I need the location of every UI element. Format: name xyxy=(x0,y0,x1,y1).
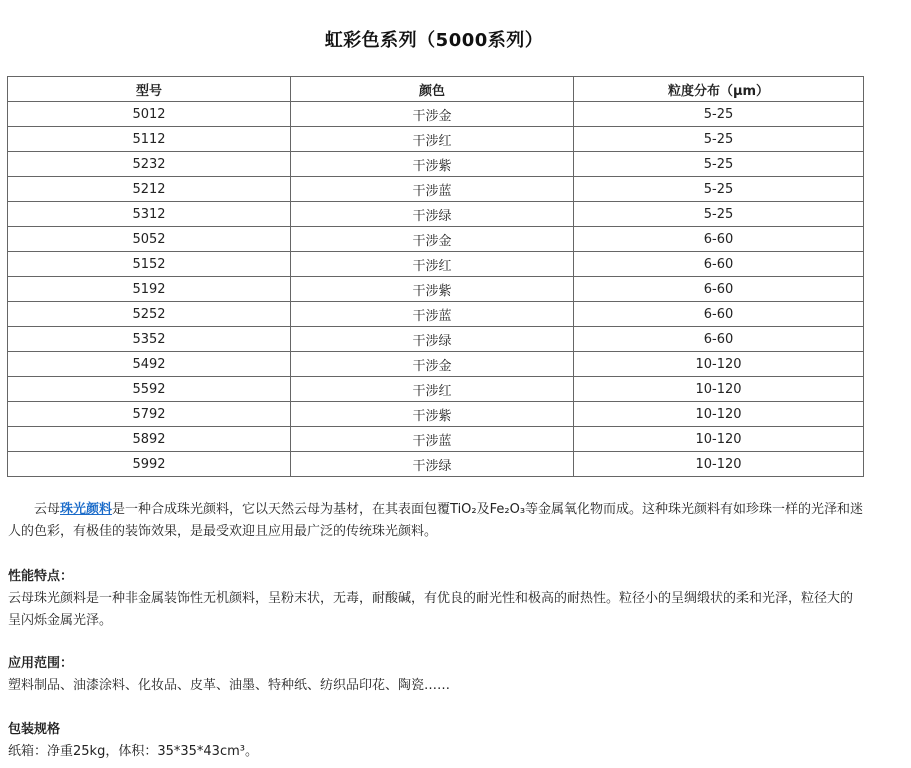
table-row xyxy=(8,352,864,377)
header-model: 型号 xyxy=(8,77,291,102)
table-body xyxy=(8,102,864,477)
spec-table xyxy=(7,76,864,477)
cell-particle-size: 10-120 xyxy=(574,427,864,452)
table-row xyxy=(8,227,864,252)
table-row xyxy=(8,152,864,177)
cell-model: 5252 xyxy=(8,302,291,327)
cell-model: 5152 xyxy=(8,252,291,277)
table-header-row xyxy=(8,77,864,102)
intro-prefix: 云母 xyxy=(34,502,61,517)
table-row xyxy=(8,427,864,452)
table-row xyxy=(8,302,864,327)
intro-paragraph xyxy=(8,499,864,543)
cell-model: 5992 xyxy=(8,452,291,477)
cell-color: 干涉金 xyxy=(291,102,574,127)
table-row xyxy=(8,377,864,402)
cell-model: 5112 xyxy=(8,127,291,152)
header-particle-size: 粒度分布（μm） xyxy=(574,77,864,102)
cell-particle-size: 6-60 xyxy=(574,227,864,252)
applications-heading: 应用范围： xyxy=(8,656,74,671)
table-row xyxy=(8,327,864,352)
cell-model: 5792 xyxy=(8,402,291,427)
cell-color: 干涉绿 xyxy=(291,327,574,352)
packaging-body: 纸箱：净重25kg，体积：35*35*43cm³。 xyxy=(8,744,258,759)
table-row xyxy=(8,202,864,227)
cell-model: 5232 xyxy=(8,152,291,177)
cell-model: 5892 xyxy=(8,427,291,452)
applications-body: 塑料制品、油漆涂料、化妆品、皮革、油墨、特种纸、纺织品印花、陶瓷…… xyxy=(8,678,451,693)
cell-color: 干涉蓝 xyxy=(291,177,574,202)
table-row xyxy=(8,402,864,427)
cell-color: 干涉紫 xyxy=(291,277,574,302)
cell-particle-size: 10-120 xyxy=(574,402,864,427)
cell-color: 干涉红 xyxy=(291,377,574,402)
cell-particle-size: 5-25 xyxy=(574,102,864,127)
cell-color: 干涉金 xyxy=(291,352,574,377)
table-row xyxy=(8,452,864,477)
page-title: 虹彩色系列（5000系列） xyxy=(324,30,544,51)
features-heading: 性能特点： xyxy=(8,569,74,584)
cell-particle-size: 5-25 xyxy=(574,177,864,202)
cell-particle-size: 5-25 xyxy=(574,152,864,177)
cell-particle-size: 6-60 xyxy=(574,327,864,352)
cell-model: 5212 xyxy=(8,177,291,202)
cell-particle-size: 5-25 xyxy=(574,127,864,152)
cell-particle-size: 6-60 xyxy=(574,252,864,277)
packaging-heading: 包装规格 xyxy=(8,722,61,737)
cell-color: 干涉红 xyxy=(291,252,574,277)
cell-color: 干涉蓝 xyxy=(291,427,574,452)
cell-particle-size: 6-60 xyxy=(574,302,864,327)
cell-particle-size: 10-120 xyxy=(574,352,864,377)
pearl-pigment-link[interactable]: 珠光颜料 xyxy=(60,502,113,517)
table-row xyxy=(8,127,864,152)
cell-model: 5312 xyxy=(8,202,291,227)
cell-model: 5592 xyxy=(8,377,291,402)
features-body: 云母珠光颜料是一种非金属装饰性无机颜料，呈粉末状，无毒，耐酸碱，有优良的耐光性和极高的耐热性。粒径小的呈绸缎状的柔和光泽，粒径大的呈闪烁金属光泽。 xyxy=(8,591,854,628)
cell-color: 干涉紫 xyxy=(291,402,574,427)
cell-model: 5492 xyxy=(8,352,291,377)
cell-particle-size: 6-60 xyxy=(574,277,864,302)
cell-color: 干涉红 xyxy=(291,127,574,152)
intro-suffix: 是一种合成珠光颜料，它以天然云母为基材，在其表面包覆TiO₂及Fe₂O₃等金属氧化物而成。这种珠光颜料有如珍珠一样的光泽和迷人的色彩，有极佳的装饰效果，是最受欢迎且应用最广泛的传统珠光颜料。 xyxy=(8,502,864,539)
cell-model: 5352 xyxy=(8,327,291,352)
cell-particle-size: 5-25 xyxy=(574,202,864,227)
table-row xyxy=(8,177,864,202)
cell-particle-size: 10-120 xyxy=(574,377,864,402)
cell-model: 5052 xyxy=(8,227,291,252)
table-row xyxy=(8,252,864,277)
table-row xyxy=(8,102,864,127)
cell-color: 干涉紫 xyxy=(291,152,574,177)
cell-particle-size: 10-120 xyxy=(574,452,864,477)
cell-color: 干涉绿 xyxy=(291,202,574,227)
cell-color: 干涉蓝 xyxy=(291,302,574,327)
cell-color: 干涉绿 xyxy=(291,452,574,477)
cell-color: 干涉金 xyxy=(291,227,574,252)
cell-model: 5012 xyxy=(8,102,291,127)
header-color: 颜色 xyxy=(291,77,574,102)
cell-model: 5192 xyxy=(8,277,291,302)
table-row xyxy=(8,277,864,302)
